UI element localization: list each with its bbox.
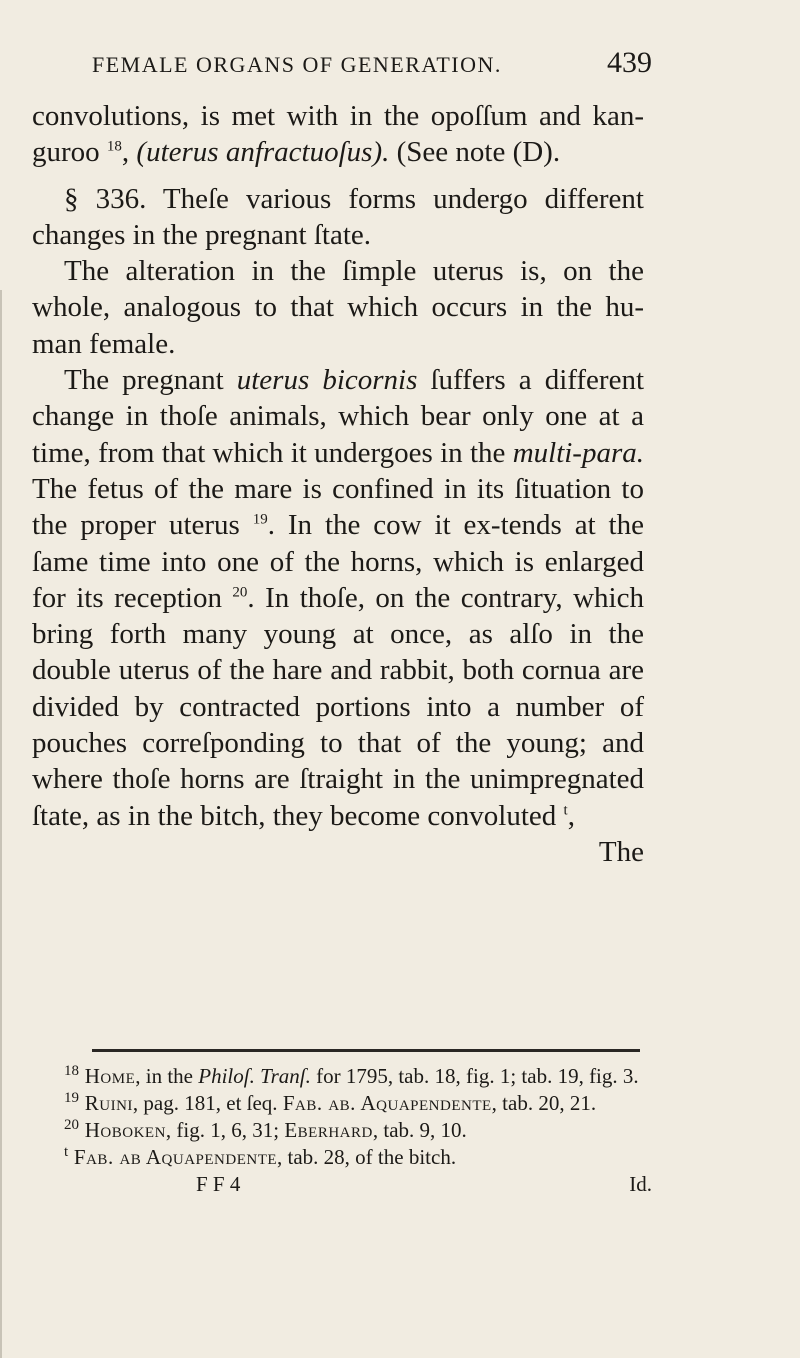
footnote-rule xyxy=(92,1049,640,1052)
footnote-20: $^{20}$ Hoboken, fig. 1, 6, 31; Eberhard, tab. 9, 10. xyxy=(64,1117,467,1142)
footnote-ref-t: t xyxy=(563,801,568,818)
running-header xyxy=(92,46,652,79)
footnote-catchword: Id. xyxy=(629,1172,652,1196)
footnote-18: $^{18}$ Home, in the Philoſ. Tranſ. for 1795, tab. 18, fig. 1; tab. 19, fig. 3. xyxy=(64,1063,639,1088)
paragraph-uterus-bicornis: The pregnant uterus bicornis ſuffers a different change in thoſe animals, which bear only one at a time, from that which it undergoes in the multi-para. The fetus of the mare is confined in its ſituation to the proper uterus $^{19}$. In the cow it ex-tends at the ſame time into one of the horns, which is enlarged for its reception $^{20}$. In thoſe, on the contrary, which bring forth many young at once, as alſo in the double uterus of the hare and rabbit, both cornua are divided by contracted portions into a number of pouches correſponding to that of the young; and where thoſe horns are ſtraight in the unimpregnated ſtate, as in the bitch, they become convoluted $^t$, xyxy=(32,364,645,832)
footnote-19: $^{19}$ Ruini, pag. 181, et ſeq. Fab. ab. Aquapendente, tab. 20, 21. xyxy=(64,1090,597,1115)
footnote-t: $^t$ Fab. ab Aquapendente, tab. 28, of the bitch. xyxy=(64,1144,457,1169)
section-336: § 336. Theſe various forms undergo different changes in the pregnant ſtate. xyxy=(32,182,644,251)
paragraph-simple-uterus: The alteration in the ſimple uterus is, on the whole, analogous to that which occurs in the hu-man female. xyxy=(32,255,644,360)
running-title: FEMALE ORGANS OF GENERATION. xyxy=(92,52,502,77)
footnotes xyxy=(32,1063,652,1198)
paragraph-continuation: convolutions, is met with in the opoſſum and kan-guroo $^{18}$, (uterus anfractuoſus). (See note (D). xyxy=(32,100,644,169)
page-edge-shadow xyxy=(0,290,2,1358)
footnote-ref-19: 19 xyxy=(252,511,268,528)
footnote-ref-20: 20 xyxy=(232,584,248,601)
signature-line xyxy=(32,1171,652,1198)
page-number: 439 xyxy=(607,46,652,79)
footnote-ref-18: 18 xyxy=(106,138,122,155)
main-text xyxy=(32,98,644,870)
signature-mark: F F 4 xyxy=(196,1172,241,1196)
catchword: The xyxy=(598,835,644,868)
